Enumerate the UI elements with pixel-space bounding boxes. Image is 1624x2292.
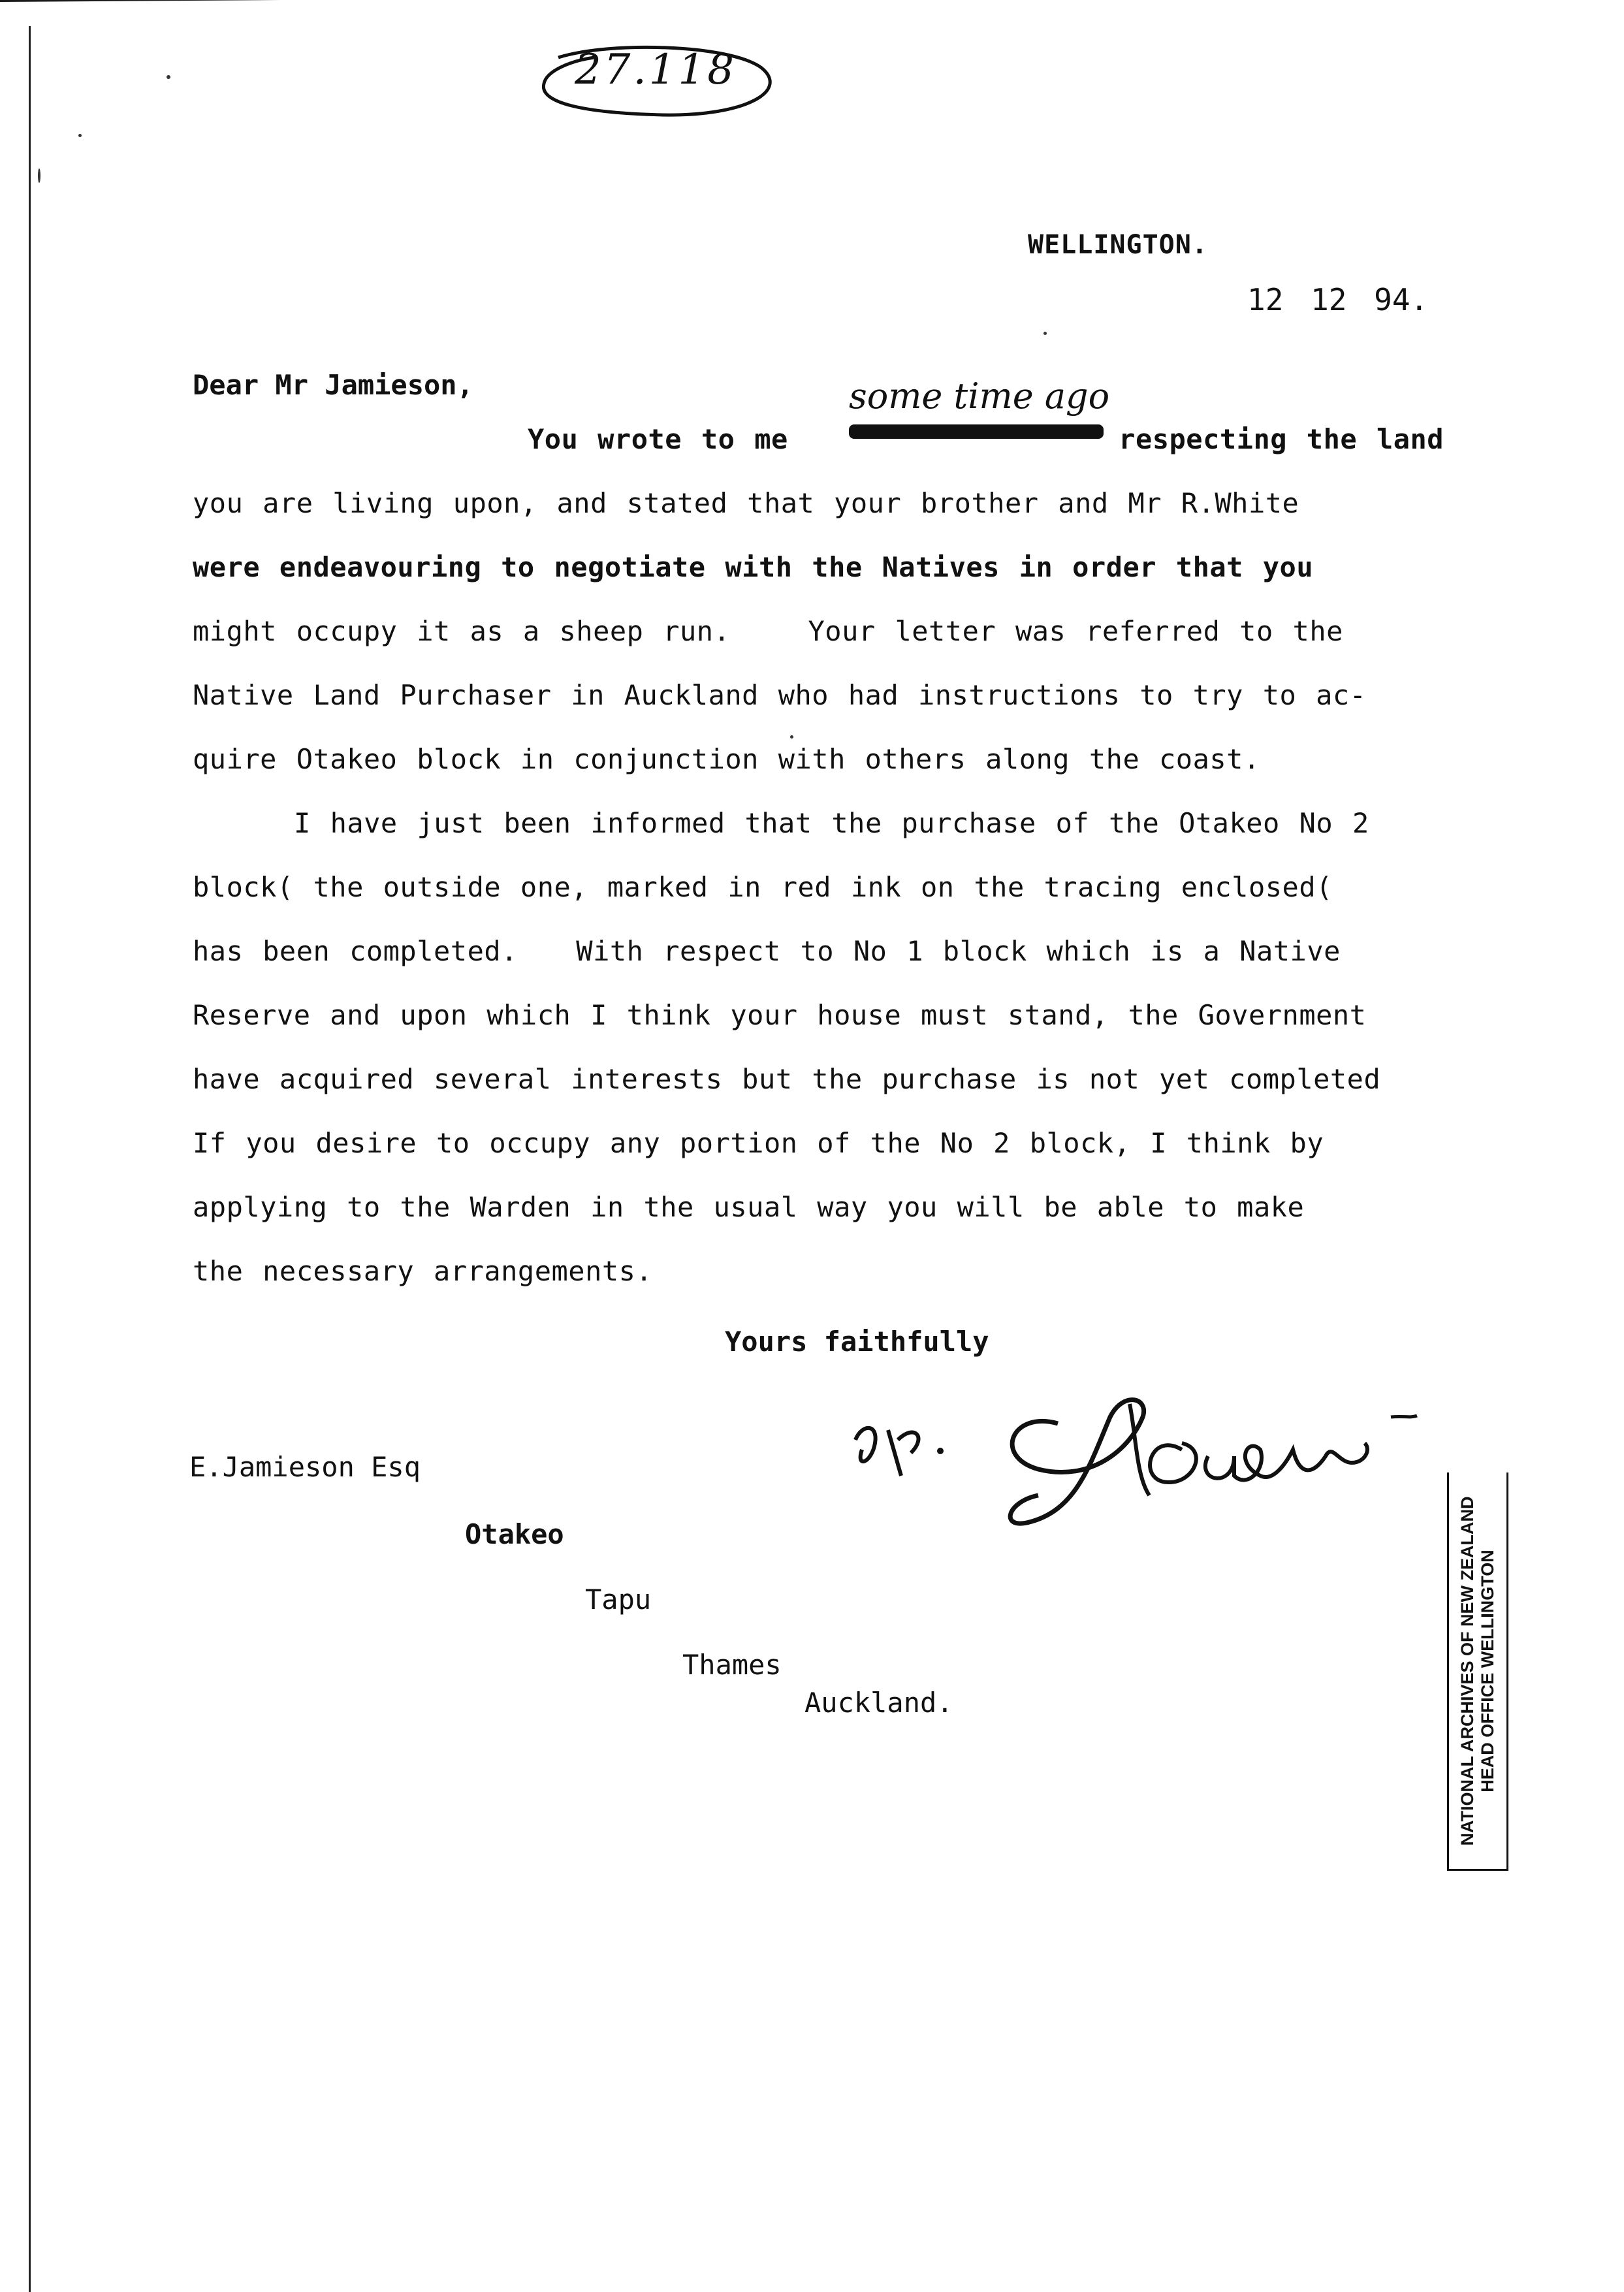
closing: Yours faithfully (725, 1326, 989, 1358)
scan-edge-top (0, 0, 823, 2)
scan-speck (790, 735, 793, 739)
archive-stamp-text (1457, 1475, 1498, 1867)
addressee-name: E.Jamieson Esq (189, 1451, 421, 1483)
scan-speck (38, 168, 40, 183)
signature (842, 1378, 1535, 1535)
body-line: quire Otakeo block in conjunction with others along the coast. (193, 743, 1260, 775)
body-line: If you desire to occupy any portion of the No 2 block, I think by (193, 1127, 1324, 1159)
body-line: you are living upon, and stated that your brother and Mr R.White (193, 487, 1299, 519)
address-line: Auckland. (804, 1687, 953, 1719)
body-line: were endeavouring to negotiate with the Natives in order that you (193, 551, 1314, 583)
reference-number: 27.118 (575, 46, 737, 94)
address-line: Otakeo (465, 1518, 564, 1550)
scan-edge-left (29, 26, 31, 2292)
body-line: the necessary arrangements. (193, 1255, 653, 1287)
address-line: Thames (682, 1649, 782, 1681)
scan-speck (167, 75, 170, 79)
body-line: applying to the Warden in the usual way you will be able to make (193, 1191, 1305, 1223)
body-line: I have just been informed that the purchase of the Otakeo No 2 (294, 807, 1369, 839)
archive-stamp (1447, 1472, 1508, 1871)
salutation: Dear Mr Jamieson, (193, 369, 473, 401)
letter-place: WELLINGTON. (1028, 230, 1208, 260)
body-line: block( the outside one, marked in red ink on the tracing enclosed( (193, 871, 1333, 903)
body-line: Reserve and upon which I think your house must stand, the Government (193, 999, 1367, 1031)
body-line: might occupy it as a sheep run. Your letter was referred to the (193, 615, 1343, 647)
scan-speck (1043, 332, 1047, 335)
address-line: Tapu (585, 1584, 652, 1616)
archive-stamp-line: HEAD OFFICE WELLINGTON (1478, 1549, 1497, 1792)
body-line: has been completed. With respect to No 1 block which is a Native (193, 935, 1341, 967)
body-line: Native Land Purchaser in Auckland who had instructions to try to ac- (193, 679, 1367, 711)
letter-date: 12 12 94. (1247, 282, 1429, 317)
archive-stamp-line: NATIONAL ARCHIVES OF NEW ZEALAND (1457, 1496, 1477, 1845)
scan-speck (78, 134, 82, 137)
handwritten-insertion: some time ago (849, 375, 1110, 417)
body-line: have acquired several interests but the purchase is not yet completed (193, 1063, 1381, 1095)
body-line: You wrote to me respecting the land (528, 423, 1444, 455)
